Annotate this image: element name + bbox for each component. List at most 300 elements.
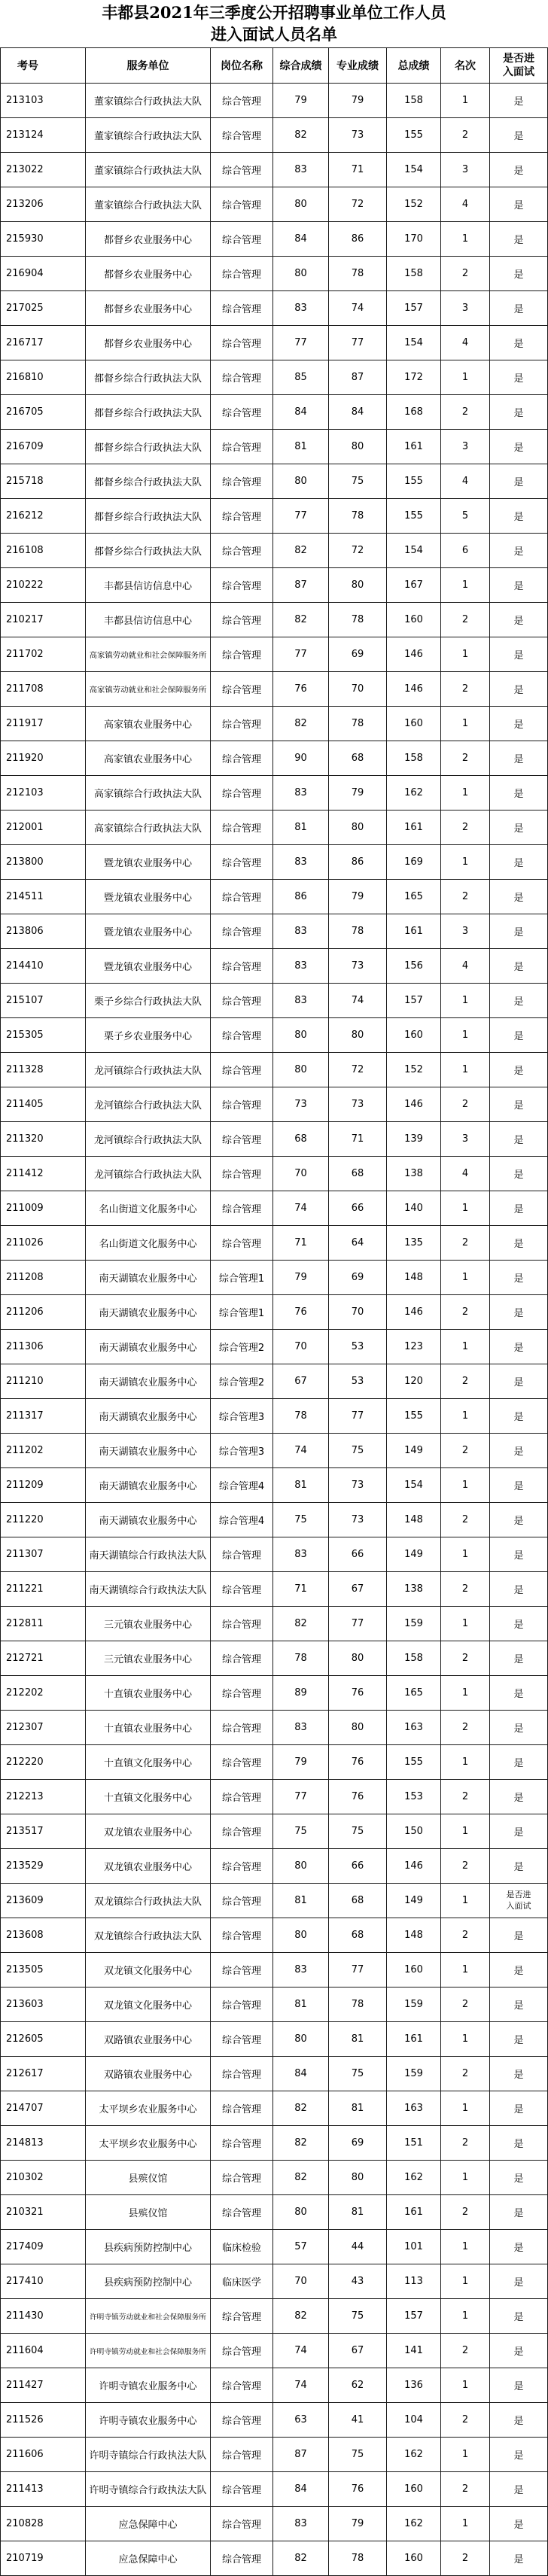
exam-number-cell bbox=[0, 2368, 86, 2403]
exam-number-cell-text: 212103 bbox=[6, 787, 44, 798]
table-row bbox=[0, 949, 548, 984]
position-name-cell-text: 综合管理 bbox=[221, 2139, 261, 2150]
position-name-cell-text: 综合管理 bbox=[221, 1066, 261, 1077]
professional-score-cell bbox=[329, 1364, 387, 1399]
comprehensive-score-cell-text: 81 bbox=[294, 1999, 307, 2010]
professional-score-cell-text: 64 bbox=[351, 1237, 364, 1248]
service-unit-cell bbox=[86, 1537, 211, 1572]
table-row bbox=[0, 1364, 548, 1399]
exam-number-cell-text: 212617 bbox=[6, 2068, 44, 2079]
interview-status-cell bbox=[490, 2126, 548, 2161]
rank-cell bbox=[441, 2368, 490, 2403]
position-name-cell bbox=[211, 2541, 273, 2576]
professional-score-cell bbox=[329, 1953, 387, 1988]
table-row bbox=[0, 1261, 548, 1295]
rank-cell bbox=[441, 1157, 490, 1191]
professional-score-cell-text: 75 bbox=[351, 1826, 364, 1837]
exam-number-cell bbox=[0, 430, 86, 464]
position-name-cell bbox=[211, 430, 273, 464]
exam-number-cell bbox=[0, 603, 86, 637]
service-unit-cell bbox=[86, 2438, 211, 2472]
comprehensive-score-cell bbox=[273, 464, 329, 499]
interview-status-cell bbox=[490, 222, 548, 257]
table-row bbox=[0, 672, 548, 707]
exam-number-cell bbox=[0, 2230, 86, 2264]
service-unit-cell-text: 县殡仪馆 bbox=[128, 2173, 168, 2185]
exam-number-cell bbox=[0, 1330, 86, 1364]
rank-cell-text: 3 bbox=[461, 441, 469, 452]
table-row bbox=[0, 2230, 548, 2264]
rank-cell-text: 2 bbox=[461, 1653, 469, 1664]
exam-number-cell-text: 217410 bbox=[6, 2276, 44, 2287]
total-score-cell bbox=[387, 326, 441, 360]
comprehensive-score-cell bbox=[273, 153, 329, 187]
table-row bbox=[0, 1399, 548, 1434]
interview-status-cell bbox=[490, 84, 548, 118]
rank-cell bbox=[441, 118, 490, 153]
service-unit-cell bbox=[86, 2472, 211, 2507]
comprehensive-score-cell-text: 80 bbox=[294, 1930, 307, 1941]
rank-cell-text: 1 bbox=[461, 995, 469, 1006]
rank-cell bbox=[441, 2299, 490, 2334]
total-score-cell-text: 157 bbox=[404, 2310, 423, 2322]
service-unit-cell bbox=[86, 1814, 211, 1849]
exam-number-cell bbox=[0, 1191, 86, 1226]
professional-score-cell-text: 73 bbox=[351, 960, 364, 972]
position-name-cell bbox=[211, 880, 273, 914]
position-name-cell bbox=[211, 2507, 273, 2541]
total-score-cell bbox=[387, 430, 441, 464]
comprehensive-score-cell bbox=[273, 568, 329, 603]
total-score-cell bbox=[387, 1607, 441, 1641]
table-row bbox=[0, 741, 548, 776]
interview-status-cell-text: 是 bbox=[513, 2277, 524, 2289]
position-name-cell bbox=[211, 637, 273, 672]
table-row bbox=[0, 395, 548, 430]
page-title-line-2: 进入面试人员名单 bbox=[211, 25, 337, 44]
professional-score-cell-text: 70 bbox=[351, 683, 364, 695]
total-score-cell-text: 158 bbox=[404, 1653, 423, 1664]
comprehensive-score-cell-text: 87 bbox=[294, 579, 307, 591]
comprehensive-score-cell-text: 71 bbox=[294, 1237, 307, 1248]
professional-score-cell-text: 74 bbox=[351, 303, 364, 314]
professional-score-cell-text: 84 bbox=[351, 406, 364, 418]
total-score-cell-text: 158 bbox=[404, 95, 423, 106]
service-unit-cell bbox=[86, 430, 211, 464]
position-name-cell bbox=[211, 984, 273, 1018]
total-score-cell bbox=[387, 2403, 441, 2438]
exam-number-cell bbox=[0, 845, 86, 880]
comprehensive-score-cell-text: 77 bbox=[294, 510, 307, 522]
rank-cell-text: 1 bbox=[461, 1549, 469, 1560]
position-name-cell-text: 综合管理 bbox=[221, 1585, 261, 1596]
total-score-cell bbox=[387, 1295, 441, 1330]
comprehensive-score-cell-text: 76 bbox=[294, 683, 307, 695]
exam-number-cell-text: 210828 bbox=[6, 2518, 44, 2529]
exam-number-cell-text: 212811 bbox=[6, 1618, 44, 1629]
rank-cell bbox=[441, 2022, 490, 2057]
exam-number-cell-text: 216717 bbox=[6, 337, 44, 348]
comprehensive-score-cell-text: 74 bbox=[294, 1203, 307, 1214]
exam-number-cell bbox=[0, 2264, 86, 2299]
position-name-cell bbox=[211, 1018, 273, 1053]
column-header-total-score bbox=[387, 47, 441, 84]
comprehensive-score-cell-text: 79 bbox=[294, 1756, 307, 1768]
rank-cell-text: 2 bbox=[461, 2345, 469, 2356]
service-unit-cell bbox=[86, 2264, 211, 2299]
position-name-cell-text: 综合管理 bbox=[221, 581, 261, 592]
exam-number-cell-text: 211202 bbox=[6, 1445, 44, 1456]
comprehensive-score-cell bbox=[273, 395, 329, 430]
exam-number-cell-text: 210719 bbox=[6, 2553, 44, 2564]
service-unit-cell-text: 双龙镇综合行政执法大队 bbox=[93, 1931, 202, 1942]
exam-number-cell-text: 211430 bbox=[6, 2310, 44, 2322]
position-name-cell-text: 综合管理2 bbox=[218, 1343, 265, 1354]
professional-score-cell-text: 77 bbox=[351, 1964, 364, 1975]
interview-status-cell bbox=[490, 637, 548, 672]
interview-status-cell bbox=[490, 2403, 548, 2438]
service-unit-cell bbox=[86, 1780, 211, 1814]
table-row bbox=[0, 1053, 548, 1087]
total-score-cell-text: 104 bbox=[404, 2414, 423, 2425]
comprehensive-score-cell bbox=[273, 326, 329, 360]
comprehensive-score-cell-text: 84 bbox=[294, 2068, 307, 2079]
professional-score-cell-text: 78 bbox=[351, 614, 364, 625]
table-row bbox=[0, 257, 548, 291]
service-unit-cell bbox=[86, 1434, 211, 1468]
comprehensive-score-cell-text: 77 bbox=[294, 1791, 307, 1802]
comprehensive-score-cell-text: 80 bbox=[294, 199, 307, 210]
service-unit-cell-text: 南天湖镇农业服务中心 bbox=[99, 1377, 197, 1388]
rank-cell-text: 2 bbox=[461, 2137, 469, 2149]
rank-cell-text: 3 bbox=[461, 1133, 469, 1145]
total-score-cell bbox=[387, 1537, 441, 1572]
comprehensive-score-cell bbox=[273, 257, 329, 291]
page-title-line-1: 丰都县2021年三季度公开招聘事业单位工作人员 bbox=[102, 3, 446, 22]
position-name-cell-text: 综合管理 bbox=[221, 823, 261, 835]
total-score-cell bbox=[387, 2161, 441, 2195]
rank-cell-text: 2 bbox=[461, 2414, 469, 2425]
professional-score-cell-text: 68 bbox=[351, 1895, 364, 1906]
service-unit-cell-text: 名山街道文化服务中心 bbox=[99, 1239, 197, 1250]
professional-score-cell-text: 68 bbox=[351, 1168, 364, 1179]
position-name-cell bbox=[211, 2126, 273, 2161]
professional-score-cell bbox=[329, 568, 387, 603]
professional-score-cell-text: 78 bbox=[351, 510, 364, 522]
interview-status-cell bbox=[490, 2299, 548, 2334]
exam-number-cell-text: 214511 bbox=[6, 891, 44, 902]
professional-score-cell-text: 78 bbox=[351, 2553, 364, 2564]
rank-cell-text: 4 bbox=[461, 199, 469, 210]
professional-score-cell bbox=[329, 1745, 387, 1780]
service-unit-cell-text: 太平坝乡农业服务中心 bbox=[99, 2139, 197, 2150]
exam-number-cell-text: 212213 bbox=[6, 1791, 44, 1802]
table-header-row bbox=[0, 47, 548, 84]
interview-status-cell-text: 是 bbox=[513, 893, 524, 904]
service-unit-cell-text: 栗子乡综合行政执法大队 bbox=[93, 996, 202, 1008]
table-row bbox=[0, 1884, 548, 1918]
exam-number-cell-text: 211328 bbox=[6, 1064, 44, 1075]
position-name-cell bbox=[211, 1399, 273, 1434]
service-unit-cell bbox=[86, 1641, 211, 1676]
professional-score-cell-text: 80 bbox=[351, 579, 364, 591]
professional-score-cell-text: 73 bbox=[351, 1099, 364, 1110]
service-unit-cell bbox=[86, 2022, 211, 2057]
exam-number-cell bbox=[0, 360, 86, 395]
rank-cell bbox=[441, 2541, 490, 2576]
table-row bbox=[0, 1018, 548, 1053]
service-unit-cell-text: 高家镇劳动就业和社会保障服务所 bbox=[89, 651, 207, 660]
position-name-cell bbox=[211, 2057, 273, 2091]
interview-status-cell-text: 是 bbox=[513, 650, 524, 661]
total-score-cell-text: 162 bbox=[404, 2449, 423, 2460]
rank-cell-text: 1 bbox=[461, 1341, 469, 1352]
service-unit-cell bbox=[86, 1018, 211, 1053]
professional-score-cell bbox=[329, 2195, 387, 2230]
total-score-cell bbox=[387, 534, 441, 568]
interview-status-cell bbox=[490, 153, 548, 187]
total-score-cell bbox=[387, 153, 441, 187]
table-row bbox=[0, 811, 548, 845]
professional-score-cell-text: 80 bbox=[351, 2172, 364, 2183]
service-unit-cell-text: 都督乡综合行政执法大队 bbox=[93, 477, 202, 488]
position-name-cell bbox=[211, 568, 273, 603]
total-score-cell-text: 155 bbox=[404, 1756, 423, 1768]
rank-cell bbox=[441, 1053, 490, 1087]
position-name-cell-text: 综合管理 bbox=[221, 893, 261, 904]
position-name-cell bbox=[211, 2195, 273, 2230]
professional-score-cell-text: 75 bbox=[351, 2068, 364, 2079]
total-score-cell bbox=[387, 1953, 441, 1988]
exam-number-cell bbox=[0, 2057, 86, 2091]
position-name-cell bbox=[211, 1745, 273, 1780]
exam-number-cell-text: 211917 bbox=[6, 718, 44, 729]
total-score-cell-text: 160 bbox=[404, 1029, 423, 1041]
service-unit-cell-text: 三元镇农业服务中心 bbox=[103, 1620, 192, 1631]
position-name-cell bbox=[211, 222, 273, 257]
service-unit-cell bbox=[86, 1295, 211, 1330]
column-header-position-name-text: 岗位名称 bbox=[221, 60, 263, 72]
table-row bbox=[0, 2126, 548, 2161]
interview-status-cell-text: 是 bbox=[513, 2381, 524, 2392]
column-header-exam-number bbox=[0, 47, 86, 84]
rank-cell-text: 1 bbox=[461, 579, 469, 591]
interview-status-cell bbox=[490, 949, 548, 984]
service-unit-cell bbox=[86, 1468, 211, 1503]
position-name-cell-text: 综合管理 bbox=[221, 269, 261, 281]
table-body bbox=[0, 84, 548, 2576]
rank-cell-text: 1 bbox=[461, 2380, 469, 2391]
total-score-cell-text: 148 bbox=[404, 1930, 423, 1941]
professional-score-cell-text: 69 bbox=[351, 649, 364, 660]
position-name-cell bbox=[211, 153, 273, 187]
exam-number-cell bbox=[0, 1295, 86, 1330]
service-unit-cell bbox=[86, 1884, 211, 1918]
service-unit-cell bbox=[86, 257, 211, 291]
rank-cell bbox=[441, 568, 490, 603]
professional-score-cell bbox=[329, 326, 387, 360]
position-name-cell-text: 综合管理 bbox=[221, 408, 261, 419]
interview-status-cell-text: 是 bbox=[513, 269, 524, 281]
position-name-cell-text: 综合管理 bbox=[221, 1896, 261, 1908]
position-name-cell bbox=[211, 1330, 273, 1364]
comprehensive-score-cell bbox=[273, 1780, 329, 1814]
comprehensive-score-cell bbox=[273, 2299, 329, 2334]
total-score-cell bbox=[387, 1988, 441, 2022]
exam-number-cell-text: 211405 bbox=[6, 1099, 44, 1110]
exam-number-cell bbox=[0, 395, 86, 430]
rank-cell-text: 1 bbox=[461, 2241, 469, 2252]
service-unit-cell-text: 十直镇文化服务中心 bbox=[103, 1758, 192, 1769]
position-name-cell bbox=[211, 2368, 273, 2403]
comprehensive-score-cell-text: 75 bbox=[294, 1826, 307, 1837]
position-name-cell bbox=[211, 291, 273, 326]
rank-cell-text: 1 bbox=[461, 2449, 469, 2460]
service-unit-cell bbox=[86, 1053, 211, 1087]
interview-status-cell bbox=[490, 499, 548, 534]
comprehensive-score-cell-text: 78 bbox=[294, 1410, 307, 1422]
rank-cell-text: 3 bbox=[461, 303, 469, 314]
interview-status-cell bbox=[490, 2230, 548, 2264]
exam-number-cell-text: 210321 bbox=[6, 2206, 44, 2218]
rank-cell-text: 2 bbox=[461, 683, 469, 695]
interview-status-cell-text: 是 bbox=[513, 1585, 524, 1596]
position-name-cell bbox=[211, 1676, 273, 1711]
rank-cell-text: 1 bbox=[461, 1272, 469, 1283]
professional-score-cell bbox=[329, 2438, 387, 2472]
comprehensive-score-cell-text: 80 bbox=[294, 1064, 307, 1075]
service-unit-cell bbox=[86, 2126, 211, 2161]
rank-cell bbox=[441, 1918, 490, 1953]
total-score-cell-text: 161 bbox=[404, 441, 423, 452]
interview-status-cell bbox=[490, 1087, 548, 1122]
rank-cell-text: 2 bbox=[461, 1237, 469, 1248]
service-unit-cell-text: 董家镇综合行政执法大队 bbox=[93, 131, 202, 142]
interview-status-cell bbox=[490, 534, 548, 568]
exam-number-cell bbox=[0, 1676, 86, 1711]
professional-score-cell-text: 87 bbox=[351, 372, 364, 383]
exam-number-cell bbox=[0, 1918, 86, 1953]
position-name-cell-text: 综合管理 bbox=[221, 1169, 261, 1181]
total-score-cell bbox=[387, 2230, 441, 2264]
professional-score-cell-text: 81 bbox=[351, 2033, 364, 2045]
total-score-cell bbox=[387, 880, 441, 914]
rank-cell-text: 5 bbox=[461, 510, 469, 522]
exam-number-cell-text: 213505 bbox=[6, 1964, 44, 1975]
professional-score-cell-text: 72 bbox=[351, 1064, 364, 1075]
exam-number-cell bbox=[0, 2195, 86, 2230]
position-name-cell-text: 综合管理 bbox=[221, 927, 261, 938]
professional-score-cell bbox=[329, 534, 387, 568]
rank-cell-text: 2 bbox=[461, 1722, 469, 1733]
total-score-cell-text: 155 bbox=[404, 476, 423, 487]
table-row bbox=[0, 1988, 548, 2022]
exam-number-cell-text: 211221 bbox=[6, 1583, 44, 1595]
total-score-cell-text: 160 bbox=[404, 718, 423, 729]
interview-status-cell bbox=[490, 707, 548, 741]
rank-cell bbox=[441, 1641, 490, 1676]
interview-status-cell-text: 是 bbox=[513, 1377, 524, 1388]
rank-cell bbox=[441, 672, 490, 707]
rank-cell bbox=[441, 430, 490, 464]
table-row bbox=[0, 1157, 548, 1191]
exam-number-cell-text: 211208 bbox=[6, 1272, 44, 1283]
service-unit-cell-text: 双龙镇农业服务中心 bbox=[103, 1862, 192, 1873]
total-score-cell bbox=[387, 1434, 441, 1468]
position-name-cell bbox=[211, 1434, 273, 1468]
table-row bbox=[0, 1953, 548, 1988]
comprehensive-score-cell-text: 81 bbox=[294, 822, 307, 833]
interview-status-cell bbox=[490, 2264, 548, 2299]
professional-score-cell-text: 80 bbox=[351, 1029, 364, 1041]
rank-cell bbox=[441, 2161, 490, 2195]
service-unit-cell bbox=[86, 2507, 211, 2541]
table-row bbox=[0, 153, 548, 187]
interview-status-cell-text: 是 bbox=[513, 235, 524, 246]
exam-number-cell bbox=[0, 257, 86, 291]
rank-cell bbox=[441, 2057, 490, 2091]
service-unit-cell bbox=[86, 534, 211, 568]
total-score-cell-text: 163 bbox=[404, 1722, 423, 1733]
total-score-cell bbox=[387, 2264, 441, 2299]
column-header-service-unit bbox=[86, 47, 211, 84]
comprehensive-score-cell-text: 86 bbox=[294, 891, 307, 902]
professional-score-cell bbox=[329, 1572, 387, 1607]
service-unit-cell bbox=[86, 1572, 211, 1607]
comprehensive-score-cell bbox=[273, 2507, 329, 2541]
interview-status-cell bbox=[490, 984, 548, 1018]
rank-cell bbox=[441, 222, 490, 257]
position-name-cell-text: 综合管理 bbox=[221, 2070, 261, 2081]
position-name-cell bbox=[211, 1157, 273, 1191]
service-unit-cell bbox=[86, 2230, 211, 2264]
interview-status-cell-text: 是 bbox=[513, 2243, 524, 2254]
exam-number-cell-text: 213124 bbox=[6, 129, 44, 141]
total-score-cell-text: 135 bbox=[404, 1237, 423, 1248]
service-unit-cell bbox=[86, 118, 211, 153]
position-name-cell bbox=[211, 2022, 273, 2057]
interview-status-cell-text: 是 bbox=[513, 823, 524, 835]
total-score-cell bbox=[387, 1330, 441, 1364]
professional-score-cell bbox=[329, 1988, 387, 2022]
position-name-cell-text: 综合管理 bbox=[221, 477, 261, 488]
total-score-cell-text: 141 bbox=[404, 2345, 423, 2356]
service-unit-cell bbox=[86, 222, 211, 257]
service-unit-cell-text: 许明寺镇综合行政执法大队 bbox=[89, 2450, 207, 2462]
table-row bbox=[0, 2472, 548, 2507]
comprehensive-score-cell-text: 82 bbox=[294, 2172, 307, 2183]
comprehensive-score-cell bbox=[273, 118, 329, 153]
exam-number-cell-text: 211413 bbox=[6, 2483, 44, 2495]
total-score-cell-text: 165 bbox=[404, 891, 423, 902]
total-score-cell bbox=[387, 1676, 441, 1711]
comprehensive-score-cell-text: 83 bbox=[294, 1964, 307, 1975]
comprehensive-score-cell-text: 67 bbox=[294, 1376, 307, 1387]
professional-score-cell-text: 75 bbox=[351, 1445, 364, 1456]
interview-status-cell-text: 是 bbox=[513, 2312, 524, 2323]
service-unit-cell-text: 南天湖镇农业服务中心 bbox=[99, 1516, 197, 1527]
comprehensive-score-cell bbox=[273, 637, 329, 672]
table-row bbox=[0, 1537, 548, 1572]
column-header-rank-text: 名次 bbox=[455, 60, 476, 72]
service-unit-cell bbox=[86, 2403, 211, 2438]
professional-score-cell bbox=[329, 1711, 387, 1745]
service-unit-cell bbox=[86, 1330, 211, 1364]
total-score-cell bbox=[387, 464, 441, 499]
comprehensive-score-cell bbox=[273, 1537, 329, 1572]
total-score-cell-text: 149 bbox=[404, 1895, 423, 1906]
comprehensive-score-cell bbox=[273, 776, 329, 811]
